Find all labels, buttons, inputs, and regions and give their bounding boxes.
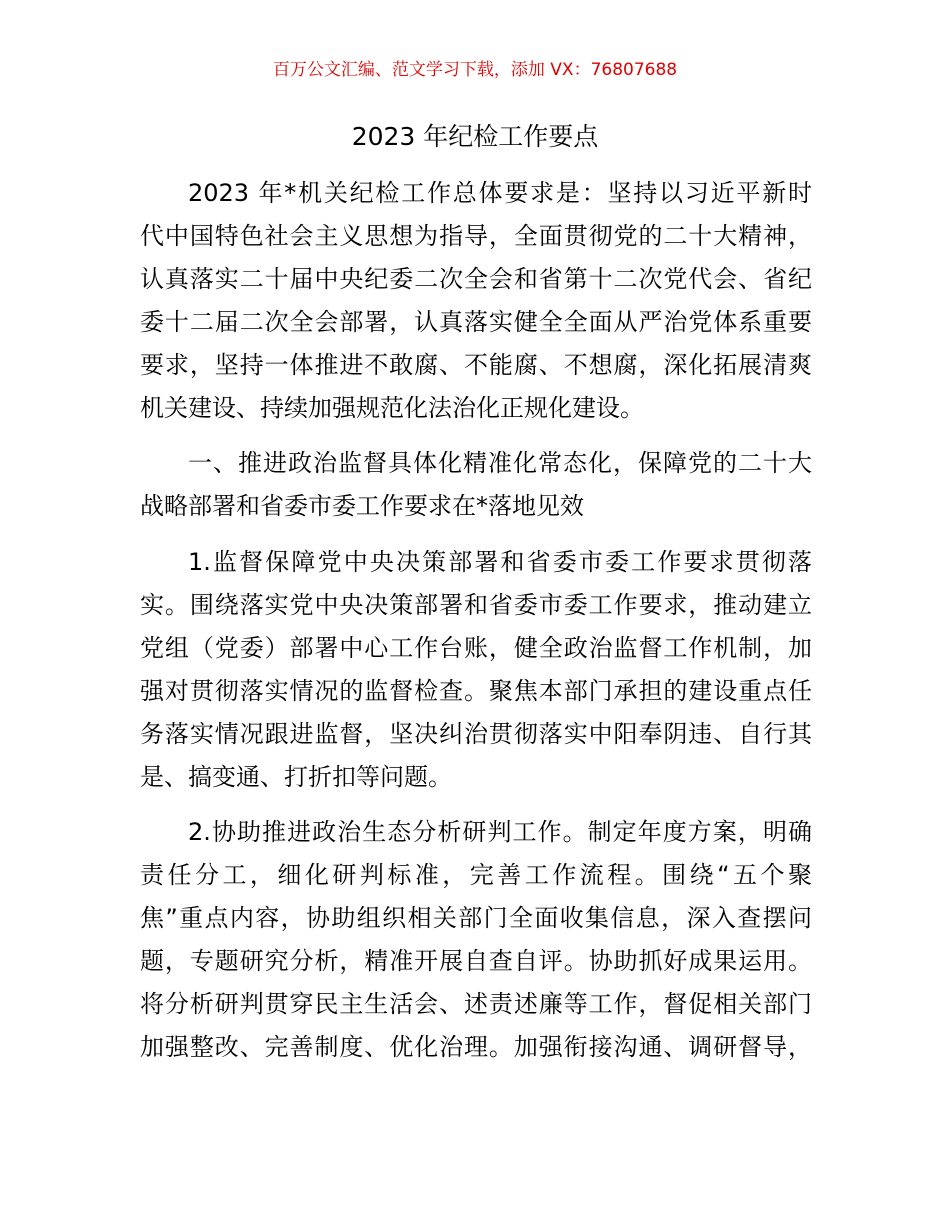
paragraph-line: 务落实情况跟进监督，坚决纠治贯彻落实中阳奉阴违、自行其	[140, 720, 812, 748]
paragraph-line: 认真落实二十届中央纪委二次全会和省第十二次党代会、省纪	[140, 265, 812, 293]
section-heading-line: 战略部署和省委市委工作要求在*落地见效	[140, 492, 584, 520]
paragraph-line: 机关建设、持续加强规范化法治化正规化建设。	[140, 394, 644, 422]
paragraph-line: 代中国特色社会主义思想为指导，全面贯彻党的二十大精神，	[140, 222, 812, 250]
paragraph-line: 党组（党委）部署中心工作台账，健全政治监督工作机制，加	[140, 634, 812, 662]
paragraph-line: 2.协助推进政治生态分析研判工作。制定年度方案，明确	[188, 818, 812, 846]
document-title: 2023 年纪检工作要点	[351, 122, 599, 151]
paragraph-line: 是、搞变通、打折扣等问题。	[140, 763, 452, 791]
paragraph-line: 焦”重点内容，协助组织相关部门全面收集信息，深入查摆问	[140, 904, 812, 932]
section-heading-line: 一、推进政治监督具体化精准化常态化，保障党的二十大	[188, 449, 812, 477]
paragraph-line: 责任分工，细化研判标准，完善工作流程。围绕“五个聚	[140, 861, 812, 889]
paragraph-line: 加强整改、完善制度、优化治理。加强衔接沟通、调研督导，	[140, 1033, 812, 1061]
paragraph-line: 要求，坚持一体推进不敢腐、不能腐、不想腐，深化拓展清爽	[140, 351, 812, 379]
paragraph-line: 将分析研判贯穿民主生活会、述责述廉等工作，督促相关部门	[140, 990, 812, 1018]
paragraph-line: 题，专题研究分析，精准开展自查自评。协助抓好成果运用。	[140, 947, 812, 975]
paragraph-line: 实。围绕落实党中央决策部署和省委市委工作要求，推动建立	[140, 591, 812, 619]
paragraph-line: 委十二届二次全会部署，认真落实健全全面从严治党体系重要	[140, 308, 812, 336]
paragraph-line: 强对贯彻落实情况的监督检查。聚焦本部门承担的建设重点任	[140, 677, 812, 705]
paragraph-line: 2023 年*机关纪检工作总体要求是：坚持以习近平新时	[188, 179, 812, 207]
paragraph-line: 1.监督保障党中央决策部署和省委市委工作要求贯彻落	[188, 548, 812, 576]
watermark-header: 百万公文汇编、范文学习下载，添加 VX：76807688	[272, 60, 678, 80]
